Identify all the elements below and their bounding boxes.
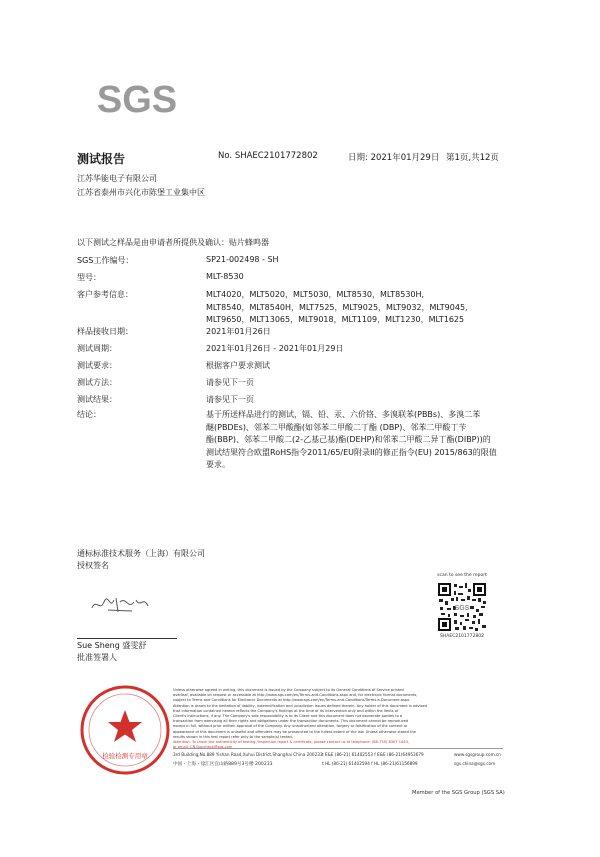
fine-print-line: Attention is drawn to the limitation of liability, indemnification and jurisdiction issues defined therein. Any holder of this document is advised bbox=[173, 703, 427, 708]
issuer-company: 通标标准技术服务（上海）有限公司 bbox=[77, 549, 205, 558]
seal-text: 检验检测专用章 bbox=[102, 752, 148, 760]
field-label-client-reference: 客户参考信息： bbox=[77, 290, 133, 299]
conclusion-line: 要求。 bbox=[206, 460, 230, 469]
fine-print-line: results shown in this test report refer only to the sample(s) tested. bbox=[173, 734, 293, 739]
fine-print-line: Unless otherwise agreed in writing, this document is issued by the Company subject to its General Conditions of Service printed bbox=[173, 688, 404, 692]
fine-print-line: subject to Terms and Conditions for Electronic Documents at http://www.sgs.com/en/Terms-and-Conditions/Terms-e-Document.aspx. bbox=[173, 698, 411, 703]
attention-line: or email: CN.Doccheck@sgs.com bbox=[173, 745, 233, 750]
page-indicator: 第1页,共12页 bbox=[446, 153, 499, 163]
address-cn: 中国・上海・徐汇区宜山路889号3号楼 200233 bbox=[173, 762, 273, 767]
field-label-job-no: SGS工作编号： bbox=[77, 256, 134, 265]
fine-print-line: transaction from exercising all their rights and obligations under the transaction documents. This document cannot be reproduced bbox=[173, 719, 409, 724]
sample-intro: 以下测试之样品是由申请者所提供及确认：贴片蜂鸣器 bbox=[77, 238, 269, 247]
legal-fine-print bbox=[173, 688, 503, 750]
fine-print-line: except in full, without prior written approval of the Company. Any unauthorized alteration, forgery or falsification of the content or bbox=[173, 724, 408, 729]
signer-role: 批准签署人 bbox=[77, 653, 117, 662]
address-divider bbox=[173, 748, 503, 749]
phone-hl: t HL (86-21) 61402594 f HL (86-21)61156899 bbox=[322, 761, 418, 766]
field-label-test-result: 测试结果： bbox=[77, 395, 117, 404]
field-label-receive-date: 样品接收日期： bbox=[77, 327, 133, 336]
attention-line: Attention: To check the authenticity of testing /inspection report & certificate, please contact us at telephone: (86-755) 8307 1443, bbox=[173, 740, 410, 745]
field-label-test-method: 测试方法： bbox=[77, 378, 117, 387]
signer-name: Sue Sheng 盛雯舒 bbox=[77, 641, 147, 650]
field-label-conclusion: 结论： bbox=[77, 410, 101, 419]
field-value-receive-date: 2021年01月26日 bbox=[206, 327, 271, 336]
authorized-signature-label: 授权签名 bbox=[77, 561, 109, 570]
report-number: No. SHAEC2101772802 bbox=[218, 151, 318, 161]
qr-caption-bottom: SHAEC2101772802 bbox=[440, 634, 484, 639]
sgs-logo bbox=[97, 78, 177, 120]
fine-print-line: appearance of this document is unlawful and offenders may be prosecuted to the fullest extent of the law. Unless otherwise stated the bbox=[173, 729, 416, 734]
fine-print-line: Client's instructions, if any. The Company's sole responsibility is to its Client and this document does not exonerate parties to a bbox=[173, 714, 403, 719]
inspection-seal bbox=[79, 684, 171, 776]
fine-print-line: that information contained hereon reflects the Company's findings at the time of its intervention only and within the limits of bbox=[173, 708, 399, 713]
conclusion-line: 基于所送样品进行的测试，镉、铅、汞、六价铬、多溴联苯(PBBs)、多溴二苯 bbox=[206, 410, 481, 419]
field-value-test-requirement: 根据客户要求测试 bbox=[206, 361, 270, 370]
sgs-logo-text: SGS bbox=[97, 79, 177, 120]
report-title: 测试报告 bbox=[77, 152, 126, 166]
phone-ee: t E&E (86-21) 61402553 f E&E (86-21)64953679 bbox=[322, 752, 424, 757]
field-label-test-period: 测试周期： bbox=[77, 344, 117, 353]
qr-code[interactable] bbox=[437, 582, 487, 632]
signature-line bbox=[77, 638, 177, 639]
qr-center-logo: SGS bbox=[454, 605, 470, 612]
report-date: 日期: 2021年01月29日 bbox=[348, 153, 440, 163]
qr-caption-top: scan to see the report bbox=[437, 573, 487, 578]
website-link[interactable]: www.sgsgroup.com.cn bbox=[454, 752, 501, 757]
field-value-job-no: SP21-002498 - SH bbox=[206, 255, 279, 264]
field-value-test-period: 2021年01月26日 - 2021年01月29日 bbox=[206, 344, 344, 353]
fine-print-line: overleaf, available on request or accessible at http://www.sgs.com/en/Terms-and-Conditions.aspx and, for electronic format documents, bbox=[173, 693, 418, 698]
model-list-line: MLT9650，MLT13065，MLT9018，MLT1109，MLT1230，MLT1625 bbox=[206, 315, 465, 324]
member-line: Member of the SGS Group (SGS SA) bbox=[412, 790, 505, 796]
handwritten-signature bbox=[88, 590, 158, 618]
client-address: 江苏省泰州市兴化市陈堡工业集中区 bbox=[77, 188, 205, 197]
model-list-line: MLT4020，MLT5020，MLT5030，MLT8530，MLT8530H, bbox=[206, 290, 425, 299]
address-en: 3rd Building,No.889 Yishan Road,Xuhui District,Shanghai China 200233 bbox=[173, 752, 323, 757]
conclusion-line: 测试结果符合欧盟RoHS指令2011/65/EU附录II的修正指令(EU) 2015/863的限值 bbox=[206, 447, 497, 457]
conclusion-text bbox=[206, 409, 506, 472]
model-list-line: MLT8540，MLT8540H，MLT7525，MLT9025，MLT9032，MLT9045, bbox=[206, 302, 468, 312]
field-label-test-requirement: 测试要求： bbox=[77, 361, 117, 370]
field-value-test-method: 请参见下一页 bbox=[206, 378, 254, 387]
field-value-model: MLT-8530 bbox=[206, 272, 244, 281]
model-list bbox=[206, 289, 506, 327]
conclusion-line: 酯(BBP)、邻苯二甲酸二(2-乙基己基)酯(DEHP)和邻苯二甲酸二异丁酯(DIBP))的 bbox=[206, 435, 491, 444]
field-label-model: 型号： bbox=[77, 273, 101, 282]
field-value-test-result: 请参见下一页 bbox=[206, 395, 254, 404]
client-name: 江苏华能电子有限公司 bbox=[77, 174, 157, 183]
email-link[interactable]: sgs.china@sgs.com bbox=[454, 761, 496, 766]
conclusion-line: 醚(PBDEs)、邻苯二甲酸酯(如邻苯二甲酸二丁酯 (DBP)、邻苯二甲酸丁苄 bbox=[206, 422, 467, 432]
